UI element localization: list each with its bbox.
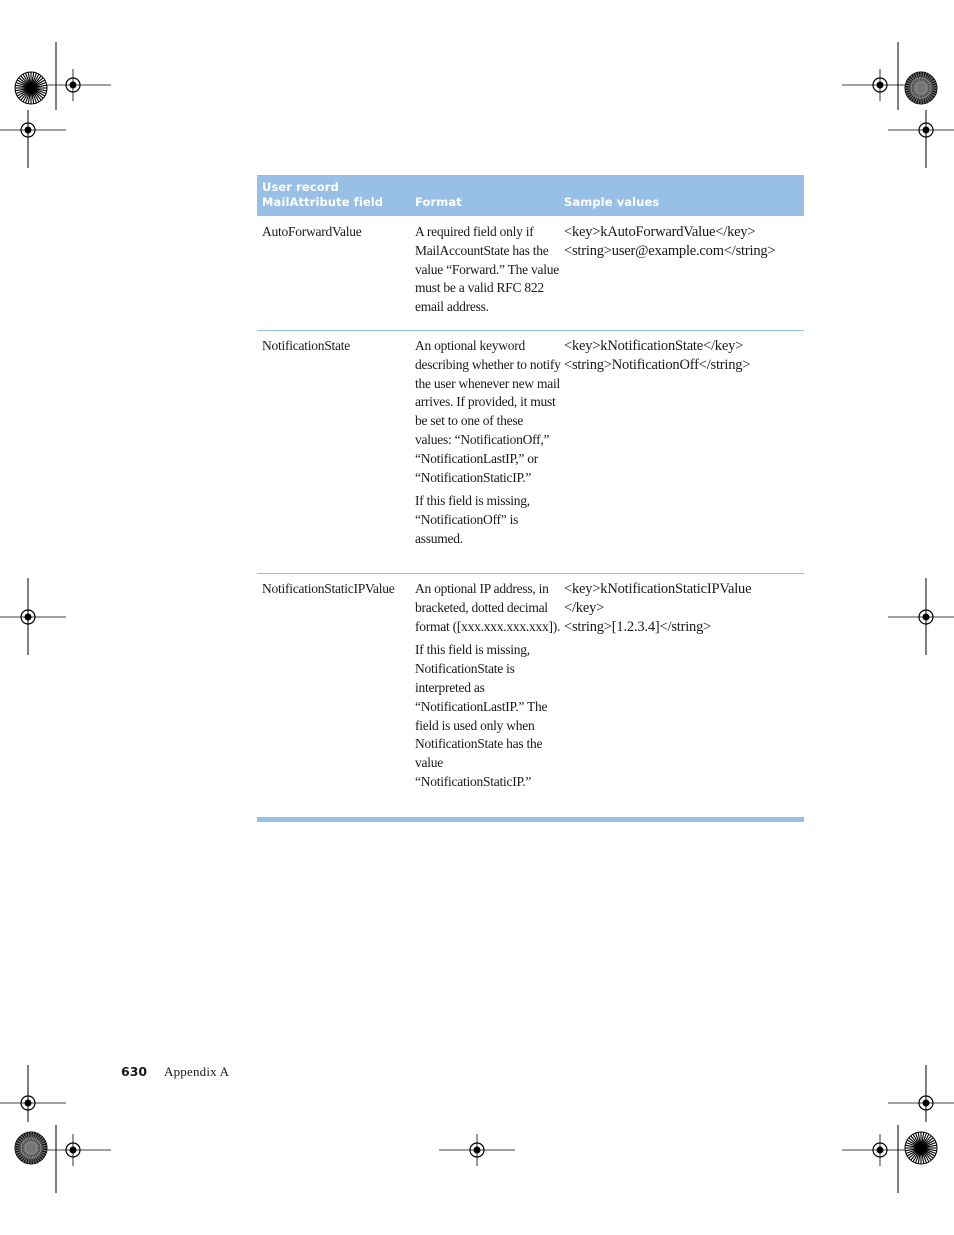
sample-line: <key>kAutoForwardValue</key> [564, 224, 756, 240]
crosshair-mark [0, 1087, 66, 1119]
format-cell [411, 223, 564, 330]
format-cell [411, 580, 564, 817]
header-field: User record MailAttribute field [262, 180, 384, 209]
header-format: Format [415, 195, 462, 209]
crosshair-mark [439, 1134, 515, 1166]
crosshair-mark [888, 1087, 954, 1119]
sample-line: </key> [564, 600, 605, 616]
starburst-mark [15, 1132, 47, 1164]
section-label: Appendix A [164, 1064, 230, 1079]
table-row [257, 331, 804, 574]
page-footer [121, 1064, 229, 1080]
starburst-mark [905, 1132, 937, 1164]
sample-line: <key>kNotificationState</key> [564, 338, 744, 354]
table-row [257, 216, 804, 331]
field-name: AutoForwardValue [262, 224, 362, 239]
crosshair-mark [0, 601, 66, 633]
format-text: An optional keyword describing whether to notify the user whenever new mail arrives. If provided, it must be set to one of these values: “NotificationOff,” “NotificationLastIP,” or “NotificationStaticIP.” [415, 338, 561, 485]
sample-line: <string>user@example.com</string> [564, 243, 776, 259]
table-bottom-rule [257, 817, 804, 822]
starburst-mark [15, 72, 47, 104]
format-text: If this field is missing, NotificationState is interpreted as “NotificationLastIP.” The field is used only when NotificationState has the value “NotificationStaticIP.” [415, 642, 548, 789]
crosshair-mark [0, 114, 66, 146]
table-row [257, 574, 804, 817]
starburst-mark [905, 72, 937, 104]
sample-cell [564, 337, 804, 573]
sample-line: <string>[1.2.3.4]</string> [564, 619, 712, 635]
table-header [257, 175, 804, 216]
field-name: NotificationStaticIPValue [262, 581, 395, 596]
mail-attribute-table [257, 175, 804, 822]
format-text: An optional IP address, in bracketed, dotted decimal format ([xxx.xxx.xxx.xxx]). [415, 581, 561, 634]
format-text: A required field only if MailAccountState has the value “Forward.” The value must be a valid RFC 822 email address. [415, 224, 559, 315]
sample-line: <string>NotificationOff</string> [564, 357, 751, 373]
header-sample-values: Sample values [564, 195, 660, 209]
format-cell [411, 337, 564, 573]
sample-line: <key>kNotificationStaticIPValue [564, 581, 752, 597]
field-name: NotificationState [262, 338, 350, 353]
crosshair-mark [888, 114, 954, 146]
sample-cell [564, 223, 804, 330]
format-text: If this field is missing, “NotificationOff” is assumed. [415, 493, 530, 546]
crosshair-mark [888, 601, 954, 633]
page-number: 630 [121, 1064, 148, 1079]
sample-cell [564, 580, 804, 817]
